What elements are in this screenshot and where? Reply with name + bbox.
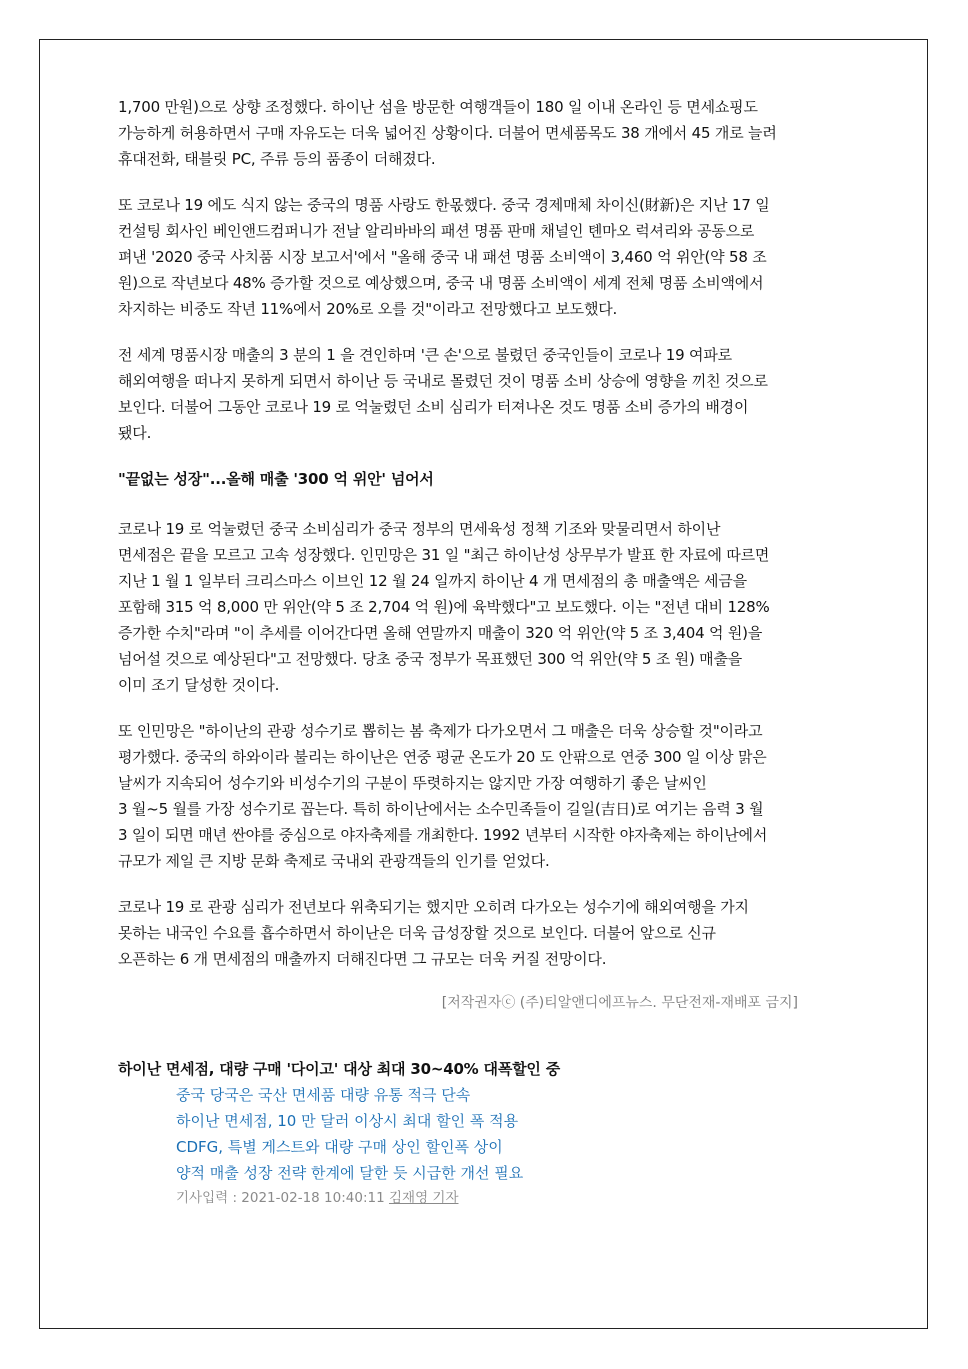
paragraph-line: 이미 조기 달성한 것이다. [118,676,280,694]
publish-datetime: 기사입력 : 2021-02-18 10:40:11 [176,1190,385,1206]
paragraph-line: 보인다. 더불어 그동안 코로나 19 로 억눌렸던 소비 심리가 터져나온 것도 명품 소비 증가의 배경이 [118,398,749,416]
paragraph-line: 펴낸 '2020 중국 사치품 시장 보고서'에서 "올해 중국 내 패션 명품 소비액이 3,460 억 위안(약 58 조 [118,248,767,266]
article-paragraphs-continued [118,516,858,972]
paragraph-line: 코로나 19 로 억눌렸던 중국 소비심리가 중국 정부의 면세육성 정책 기조와 맞물리면서 하이난 [118,520,721,538]
related-article-title[interactable]: 하이난 면세점, 대량 구매 '다이고' 대상 최대 30~40% 대폭할인 중 [118,1060,561,1078]
article-body [118,94,858,1210]
paragraph-line: 평가했다. 중국의 하와이라 불리는 하이난은 연중 평균 온도가 20 도 안팎으로 연중 300 일 이상 맑은 [118,748,767,766]
paragraph-line: 규모가 제일 큰 지방 문화 축제로 국내외 관광객들의 인기를 얻었다. [118,852,550,870]
paragraph-line: 오픈하는 6 개 면세점의 매출까지 더해진다면 그 규모는 더욱 커질 전망이다. [118,950,607,968]
paragraph [118,342,858,446]
paragraph-line: 면세점은 끝을 모르고 고속 성장했다. 인민망은 31 일 "최근 하이난성 상무부가 발표 한 자료에 따르면 [118,546,770,564]
paragraph-line: 전 세계 명품시장 매출의 3 분의 1 을 견인하며 '큰 손'으로 불렸던 중국인들이 코로나 19 여파로 [118,346,732,364]
paragraph-line: 원)으로 작년보다 48% 증가할 것으로 예상했으며, 중국 내 명품 소비액이 세계 전체 명품 소비액에서 [118,274,764,292]
related-summary-link[interactable]: 하이난 면세점, 10 만 달러 이상시 최대 할인 폭 적용 [176,1112,519,1130]
paragraph-line: 1,700 만원)으로 상향 조정했다. 하이난 섬을 방문한 여행객들이 180 일 이내 온라인 등 면세쇼핑도 [118,98,758,116]
paragraph-line: 넘어설 것으로 예상된다"고 전망했다. 당초 중국 정부가 목표했던 300 억 위안(약 5 조 원) 매출을 [118,650,743,668]
paragraph-line: 포함해 315 억 8,000 만 위안(약 5 조 2,704 억 원)에 육박했다"고 보도했다. 이는 "전년 대비 128% [118,598,770,616]
paragraph [118,192,858,322]
paragraph-line: 날씨가 지속되어 성수기와 비성수기의 구분이 뚜렷하지는 않지만 가장 여행하기 좋은 날씨인 [118,774,707,792]
paragraph-line: 못하는 내국인 수요를 흡수하면서 하이난은 더욱 급성장할 것으로 보인다. 더불어 앞으로 신규 [118,924,716,942]
paragraph [118,516,858,698]
paragraph-line: 차지하는 비중도 작년 11%에서 20%로 오를 것"이라고 전망했다고 보도했다. [118,300,618,318]
paragraph-line: 휴대전화, 태블릿 PC, 주류 등의 품종이 더해졌다. [118,150,436,168]
paragraph-line: 또 인민망은 "하이난의 관광 성수기로 뽑히는 봄 축제가 다가오면서 그 매출은 더욱 상승할 것"이라고 [118,722,763,740]
copyright-notice: [저작권자ⓒ (주)티알앤디에프뉴스. 무단전재-재배포 금지] [441,995,798,1011]
article-meta [118,1186,858,1210]
related-summary-link[interactable]: 양적 매출 성장 전략 한계에 달한 듯 시급한 개선 필요 [176,1164,524,1182]
related-article [118,1056,858,1210]
paragraph-line: 코로나 19 로 관광 심리가 전년보다 위축되기는 했지만 오히려 다가오는 성수기에 해외여행을 가지 [118,898,749,916]
article-subheading: "끝없는 성장"...올해 매출 '300 억 위안' 넘어서 [118,470,434,488]
article-paragraphs [118,94,858,446]
paragraph-line: 증가한 수치"라며 "이 추세를 이어간다면 올해 연말까지 매출이 320 억 위안(약 5 조 3,404 억 원)을 [118,624,763,642]
related-summary-list [118,1082,858,1186]
paragraph-line: 지난 1 월 1 일부터 크리스마스 이브인 12 월 24 일까지 하이난 4 개 면세점의 총 매출액은 세금을 [118,572,747,590]
paragraph-line: 해외여행을 떠나지 못하게 되면서 하이난 등 국내로 몰렸던 것이 명품 소비 상승에 영향을 끼친 것으로 [118,372,768,390]
paragraph [118,94,858,172]
related-summary-link[interactable]: 중국 당국은 국산 면세품 대량 유통 적극 단속 [176,1086,471,1104]
paragraph [118,894,858,972]
paragraph-line: 3 월~5 월를 가장 성수기로 꼽는다. 특히 하이난에서는 소수민족들이 길일(吉日)로 여기는 음력 3 월 [118,800,764,818]
paragraph-line: 됐다. [118,424,152,442]
paragraph-line: 가능하게 허용하면서 구매 자유도는 더욱 넓어진 상황이다. 더불어 면세품목도 38 개에서 45 개로 늘려 [118,124,777,142]
paragraph-line: 또 코로나 19 에도 식지 않는 중국의 명품 사랑도 한몫했다. 중국 경제매체 차이신(財新)은 지난 17 일 [118,196,770,214]
paragraph-line: 컨설팅 회사인 베인앤드컴퍼니가 전날 알리바바의 패션 명품 판매 채널인 톈마오 럭셔리와 공동으로 [118,222,755,240]
related-summary-link[interactable]: CDFG, 특별 게스트와 대량 구매 상인 할인폭 상이 [176,1138,503,1156]
author-link[interactable]: 김재영 기자 [388,1190,459,1206]
paragraph-line: 3 일이 되면 매년 싼야를 중심으로 야자축제를 개최한다. 1992 년부터 시작한 야자축제는 하이난에서 [118,826,768,844]
paragraph [118,718,858,874]
